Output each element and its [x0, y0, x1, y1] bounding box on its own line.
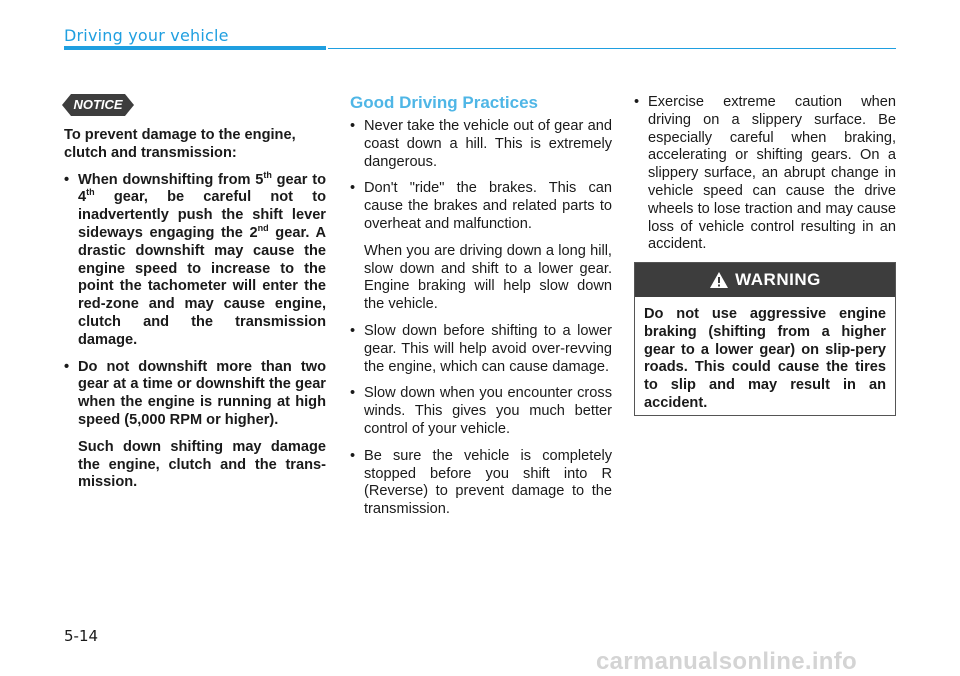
practice-text: • Be sure the vehicle is completely stopped before you shift into R (Reverse) to prevent damage to the transmission.: [364, 447, 612, 518]
notice-item-text: gear. A drastic downshift may cause the engine speed to increase to the point the tachometer will enter the red-zone and may cause engine, clutch and the transmission damage.: [78, 224, 327, 348]
warning-header: [635, 263, 895, 297]
notice-item-downshift: [64, 169, 327, 350]
superscript: nd: [257, 222, 269, 233]
practice-item: [350, 118, 612, 171]
notice-item-text: gear, be careful not to inadvertently push the shift lever sideways engaging the 2: [78, 189, 326, 241]
warning-label: WARNING: [735, 270, 821, 289]
practice-text: • Never take the vehicle out of gear and coast down a hill. This is extremely dangerous.: [364, 118, 612, 170]
notice-item-text: • Do not downshift more than two gear at a time or downshift the gear when the engine is running at high speed (5,000 RPM or higher).: [78, 358, 326, 428]
warning-box: [634, 262, 896, 416]
notice-item-two-gears: [64, 359, 326, 493]
practice-item: [350, 180, 612, 314]
page-number: 5-14: [64, 627, 99, 645]
practices-list-col3: [634, 94, 896, 263]
notice-item-text: gear to 4: [78, 171, 326, 206]
watermark: carmanualsonline.info: [596, 648, 858, 675]
header-rule-thick: [64, 46, 326, 50]
practices-list-col2: [350, 118, 612, 528]
practice-item: [350, 385, 612, 438]
practice-item: [350, 323, 612, 376]
practice-item: [350, 448, 612, 519]
section-header: Driving your vehicle: [64, 26, 229, 45]
practice-text: • Don't "ride" the brakes. This can cause the brakes and related parts to overheat and malfunction.: [364, 180, 612, 232]
header-rule-thin: [328, 48, 896, 49]
warning-text: Do not use aggressive engine braking (shifting from a higher gear to a lower gear) on slip-pery roads. This could cause the tires to slip and may result in an accident.: [644, 306, 886, 411]
notice-item-subtext: Such down shifting may damage the engine, clutch and the trans-mission.: [78, 438, 326, 491]
practice-text: • Slow down when you encounter cross winds. This gives you much better control of your vehicle.: [364, 385, 612, 437]
practice-subtext: When you are driving down a long hill, slow down and shift to a lower gear. Engine braking will help slow down the vehicle.: [364, 242, 612, 313]
practice-text: • Exercise extreme caution when driving on a slippery surface. Be especially careful when braking, accelerating or shifting gears. On a slippery surface, an abrupt change in vehicle speed can cause the drive wheels to lose traction and may cause loss of vehicle control resulting in an accident.: [648, 94, 896, 253]
warning-triangle-icon: [709, 271, 729, 289]
practice-item: [634, 94, 896, 254]
practices-title: Good Driving Practices: [350, 93, 538, 112]
notice-label: NOTICE: [73, 97, 123, 112]
superscript: th: [86, 187, 95, 198]
notice-item-text: When downshifting from 5: [78, 171, 264, 188]
notice-content: [64, 127, 326, 501]
notice-intro: To prevent damage to the engine, clutch and transmission:: [64, 127, 296, 161]
superscript: th: [263, 169, 272, 180]
practice-text: • Slow down before shifting to a lower gear. This will help avoid over-revving the engine, which can cause damage.: [364, 322, 612, 375]
